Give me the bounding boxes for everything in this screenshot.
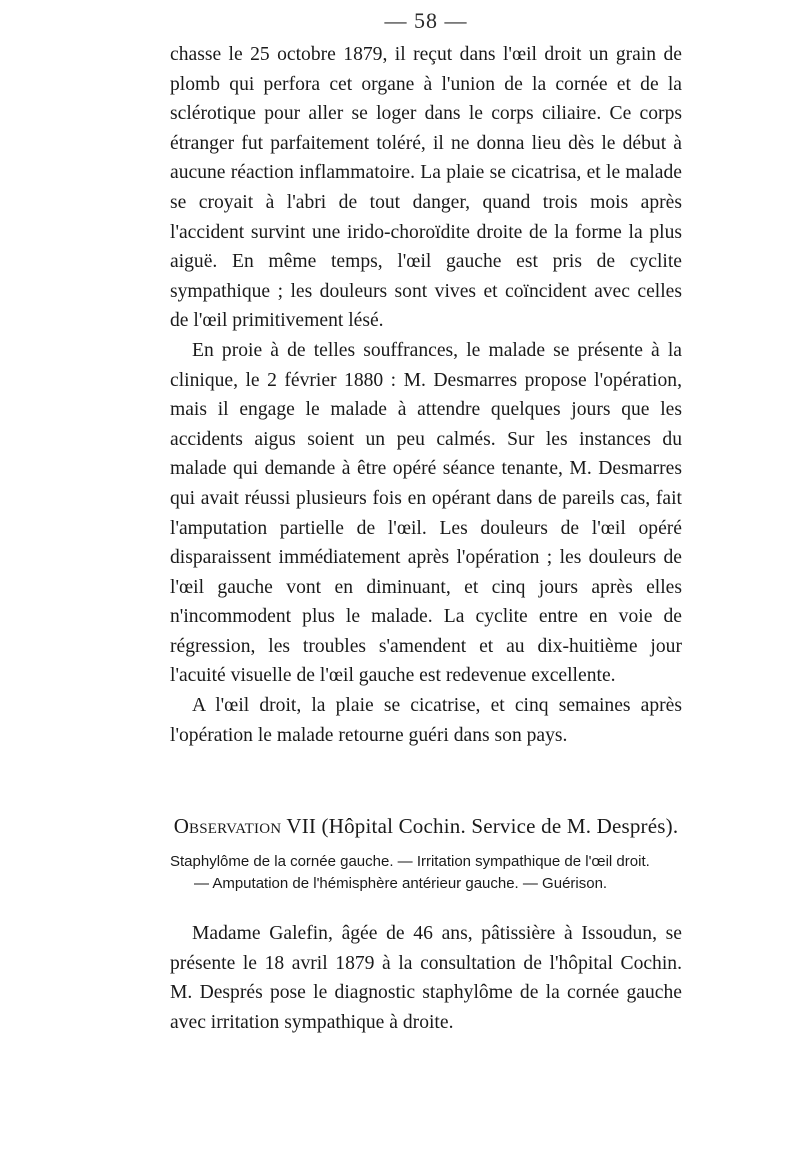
observation-summary-line-1: Staphylôme de la cornée gauche. — Irritation sympathique de l'œil droit. (170, 853, 650, 871)
observation-summary (170, 851, 682, 895)
observation-label: Observation VII (173, 814, 317, 839)
paragraph-case-continuation: chasse le 25 octobre 1879, il reçut dans l'œil droit un grain de plomb qui perfora cet organe à l'union de la cornée et de la sclérotique pour aller se loger dans le corps ciliaire. Ce corps étranger fut parfaitement toléré, il ne donna lieu dès le début à aucune réaction inflammatoire. La plaie se cicatrisa, et le malade se croyait à l'abri de tout danger, quand trois mois après l'accident survint une irido-choroïdite droite de la forme la plus aiguë. En même temps, l'œil gauche est pris de cyclite sympathique ; les douleurs sont vives et coïncident avec celles de l'œil primitivement lésé. (170, 44, 682, 332)
observation-heading (170, 814, 682, 839)
observation-heading-rest: (Hôpital Cochin. Service de M. Després). (316, 814, 679, 839)
paragraph-outcome: A l'œil droit, la plaie se cicatrise, et cinq semaines après l'opération le malade retourne guéri dans son pays. (170, 695, 682, 746)
page-number: — 58 — (384, 8, 468, 33)
paragraph-observation-vii: Madame Galefin, âgée de 46 ans, pâtissière à Issoudun, se présente le 18 avril 1879 à la consultation de l'hôpital Cochin. M. Després pose le diagnostic staphylôme de la cornée gauche avec irritation sympathique à droite. (170, 923, 682, 1034)
paragraph-clinic-visit: En proie à de telles souffrances, le malade se présente à la clinique, le 2 février 1880 : M. Desmarres propose l'opération, mais il engage le malade à attendre quelques jours que les accidents aigus soient un peu calmés. Sur les instances du malade qui demande à être opéré séance tenante, M. Desmarres qui avait réussi plusieurs fois en opérant dans de pareils cas, fait l'amputation partielle de l'œil. Les douleurs de l'œil opéré disparaissent immédiatement après l'opération ; les douleurs de l'œil gauche vont en diminuant, et cinq jours après elles n'incommodent plus le malade. La cyclite entre en voie de régression, les troubles s'amendent et au dix-huitième jour l'acuité visuelle de l'œil gauche est redevenue excellente. (170, 339, 682, 687)
observation-summary-line-2: — Amputation de l'hémisphère antérieur gauche. — Guérison. (194, 875, 608, 893)
